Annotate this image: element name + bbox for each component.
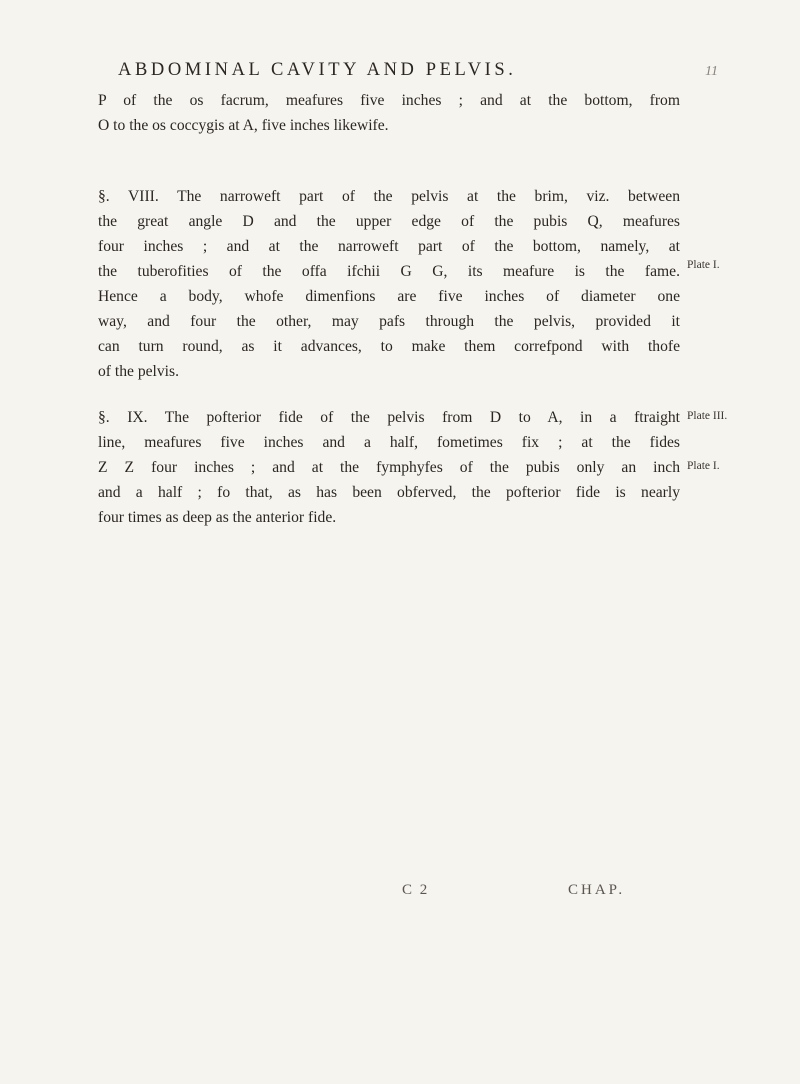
signature-mark: C 2 [402, 882, 430, 898]
margin-note-plate: Plate I. [687, 460, 720, 472]
paragraph-1 [98, 88, 680, 138]
text-line: four times as deep as the anterior fide. [98, 509, 337, 526]
paragraph-2 [98, 184, 680, 384]
text-line: Z Z four inches ; and at the fymphyfes of the pubis only an inch [98, 459, 680, 476]
text-line: line, meafures five inches and a half, fometimes fix ; at the fides [98, 434, 680, 451]
text-line: can turn round, as it advances, to make them correfpond with thofe [98, 338, 680, 355]
text-line: O to the os coccygis at A, five inches likewife. [98, 117, 389, 134]
text-line: the tuberofities of the offa ifchii G G, its meafure is the fame. [98, 263, 680, 280]
text-line: the great angle D and the upper edge of the pubis Q, meafures [98, 213, 680, 230]
margin-note-plate: Plate III. [687, 410, 728, 422]
page-number: 11 [705, 64, 718, 79]
text-line: four inches ; and at the narroweft part of the bottom, namely, at [98, 238, 680, 255]
text-line: Hence a body, whofe dimenfions are five inches of diameter one [98, 288, 680, 305]
text-line: of the pelvis. [98, 363, 179, 380]
text-line: §. IX. The pofterior fide of the pelvis from D to A, in a ftraight [98, 409, 680, 426]
text-line: and a half ; fo that, as has been obferved, the pofterior fide is nearly [98, 484, 680, 501]
margin-note-plate: Plate I. [687, 259, 720, 271]
catchword: CHAP. [568, 882, 626, 898]
paragraph-3 [98, 405, 680, 530]
running-head: ABDOMINAL CAVITY AND PELVIS. [118, 60, 517, 80]
text-line: P of the os facrum, meafures five inches ; and at the bottom, from [98, 92, 680, 109]
text-line: way, and four the other, may pafs through the pelvis, provided it [98, 313, 680, 330]
text-line: §. VIII. The narroweft part of the pelvis at the brim, viz. between [98, 188, 680, 205]
